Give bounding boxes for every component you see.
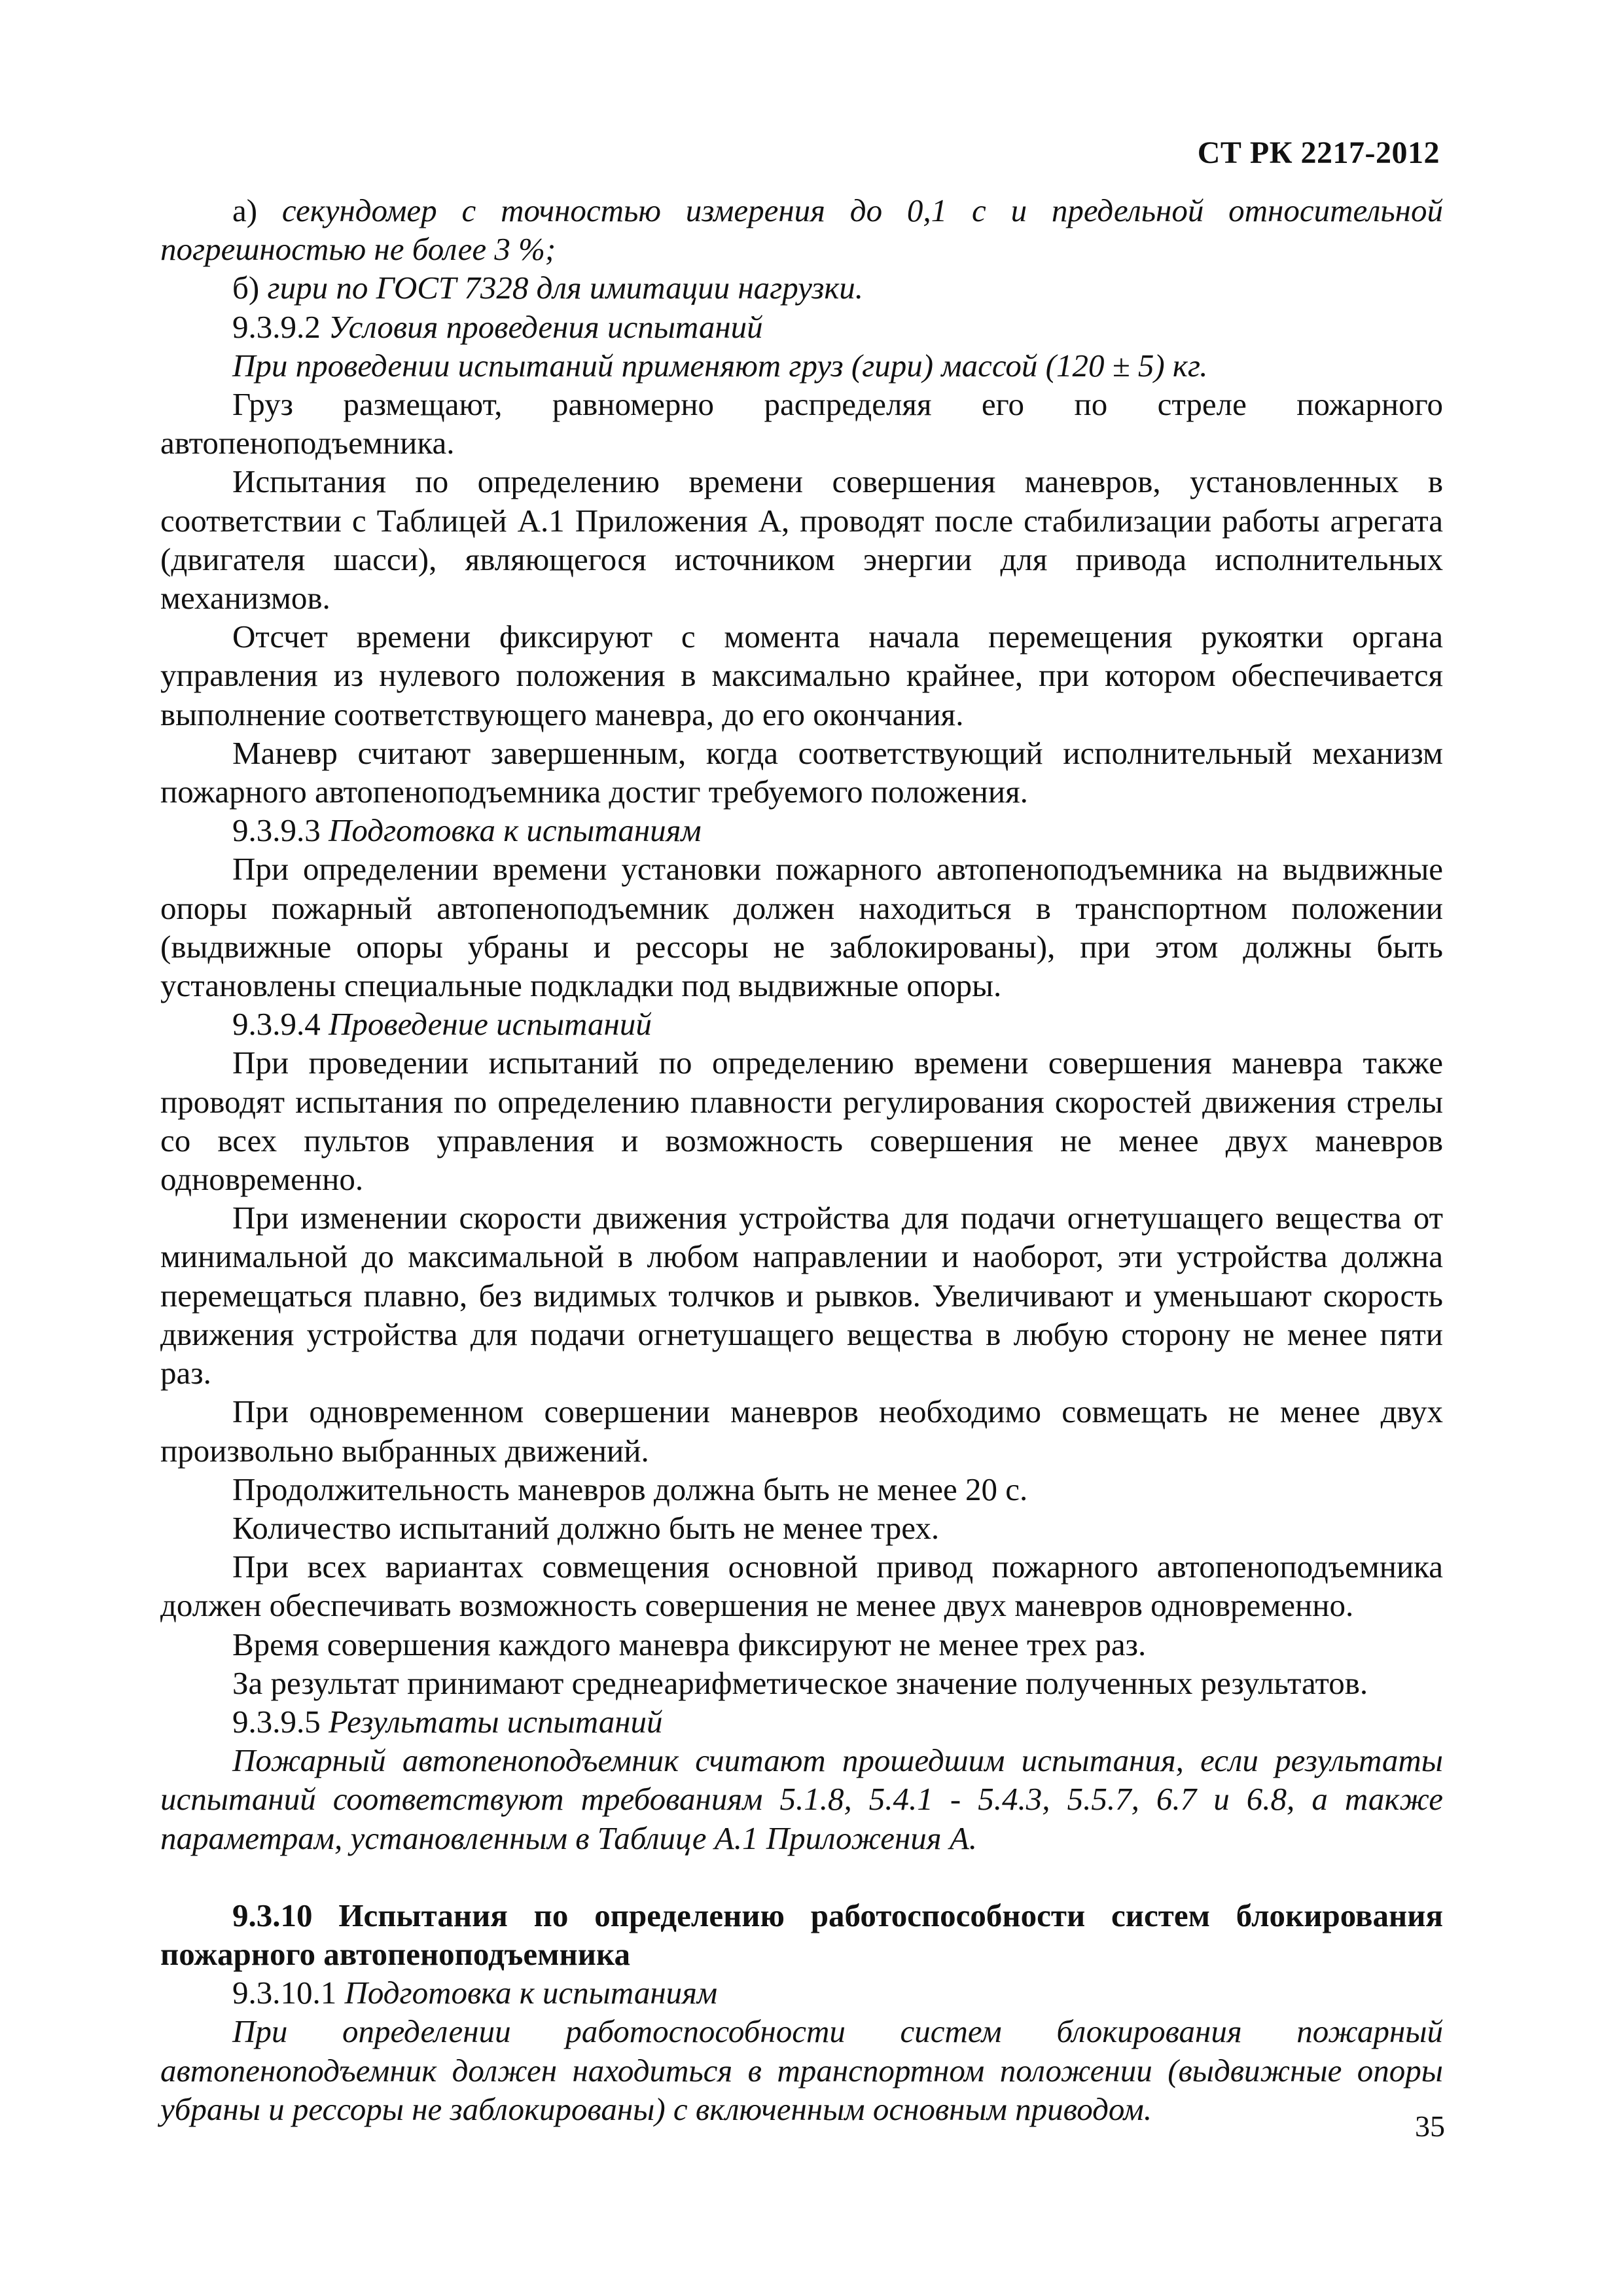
subsection-title: Подготовка к испытаниям — [344, 1975, 718, 2011]
paragraph: Отсчет времени фиксируют с момента начала перемещения рукоятки органа управления из нулевого положения в максимально крайнее, при котором обеспечивается выполнение соответствующего маневра, до его окончания. — [160, 619, 1443, 732]
paragraph: За результат принимают среднеарифметическое значение полученных результатов. — [232, 1664, 1368, 1701]
paragraph: Груз размещают, равномерно распределяя его по стреле пожарного автопеноподъемника. — [160, 386, 1443, 461]
list-item-b — [160, 268, 1443, 307]
subsection-9-3-9-5 — [160, 1702, 1443, 1741]
subsection-number: 9.3.10.1 — [232, 1975, 345, 2011]
paragraph: При определении времени установки пожарного автопеноподъемника на выдвижные опоры пожарный автопеноподъемник должен находиться в транспортном положении (выдвижные опоры убраны и рессоры не заблокированы), при этом должны быть установлены специальные подкладки под выдвижные опоры. — [160, 851, 1443, 1004]
list-text-a: секундомер с точностью измерения до 0,1 с и предельной относительной погрешностью не более 3 %; — [160, 192, 1443, 268]
paragraph: При определении работоспособности систем блокирования пожарный автопеноподъемник должен находиться в транспортном положении (выдвижные опоры убраны и рессоры не заблокированы) с включенным основным приводом. — [160, 2013, 1443, 2127]
section-heading-9-3-10: 9.3.10 Испытания по определению работоспособности систем блокирования пожарного автопеноподъемника — [160, 1897, 1443, 1972]
document-body — [160, 191, 1443, 2128]
subsection-title: Проведение испытаний — [329, 1006, 652, 1043]
paragraph: Пожарный автопеноподъемник считают прошедшим испытания, если результаты испытаний соответствуют требованиям 5.1.8, 5.4.1 - 5.4.3, 5.5.7, 6.7 и 6.8, а также параметрам, установленным в Таблице А.1 Приложения А. — [160, 1742, 1443, 1856]
list-marker-a: а) — [232, 192, 282, 228]
list-item-a — [160, 191, 1443, 268]
paragraph: При проведении испытаний применяют груз (гири) массой (120 ± 5) кг. — [232, 347, 1208, 384]
paragraph: Количество испытаний должно быть не менее трех. — [232, 1509, 940, 1546]
subsection-9-3-9-3 — [160, 811, 1443, 850]
subsection-9-3-9-4 — [160, 1005, 1443, 1043]
subsection-number: 9.3.9.3 — [232, 812, 329, 849]
paragraph: Время совершения каждого маневра фиксируют не менее трех раз. — [232, 1626, 1147, 1662]
subsection-title: Подготовка к испытаниям — [329, 812, 702, 849]
page-number: 35 — [1415, 2109, 1445, 2143]
subsection-title: Результаты испытаний — [329, 1703, 663, 1740]
subsection-number: 9.3.9.5 — [232, 1703, 329, 1740]
paragraph: При одновременном совершении маневров необходимо совмещать не менее двух произвольно выбранных движений. — [160, 1393, 1443, 1469]
document-code: СТ РК 2217-2012 — [1197, 135, 1440, 170]
paragraph: При изменении скорости движения устройства для подачи огнетушащего вещества от минимальной до максимальной в любом направлении и наоборот, эти устройства должна перемещаться плавно, без видимых толчков и рывков. Увеличивают и уменьшают скорость движения устройства для подачи огнетушащего вещества в любую сторону не менее пяти раз. — [160, 1200, 1443, 1391]
subsection-9-3-9-2 — [160, 308, 1443, 346]
paragraph: Продолжительность маневров должна быть не менее 20 с. — [232, 1471, 1028, 1507]
list-marker-b: б) — [232, 270, 268, 306]
paragraph: Испытания по определению времени совершения маневров, установленных в соответствии с Таблицей А.1 Приложения А, проводят после стабилизации работы агрегата (двигателя шасси), являющегося источником энергии для привода исполнительных механизмов. — [160, 463, 1443, 617]
paragraph: При проведении испытаний по определению времени совершения маневра также проводят испытания по определению плавности регулирования скоростей движения стрелы со всех пультов управления и возможность совершения не менее двух маневров одновременно. — [160, 1045, 1443, 1198]
list-text-b: гири по ГОСТ 7328 для имитации нагрузки. — [267, 270, 864, 306]
subsection-title: Условия проведения испытаний — [329, 308, 763, 345]
paragraph: При всех вариантах совмещения основной привод пожарного автопеноподъемника должен обеспечивать возможность совершения не менее двух маневров одновременно. — [160, 1549, 1443, 1624]
subsection-number: 9.3.9.2 — [232, 308, 329, 345]
subsection-9-3-10-1 — [160, 1973, 1443, 2012]
paragraph: Маневр считают завершенным, когда соответствующий исполнительный механизм пожарного автопеноподъемника достиг требуемого положения. — [160, 734, 1443, 810]
subsection-number: 9.3.9.4 — [232, 1006, 329, 1043]
